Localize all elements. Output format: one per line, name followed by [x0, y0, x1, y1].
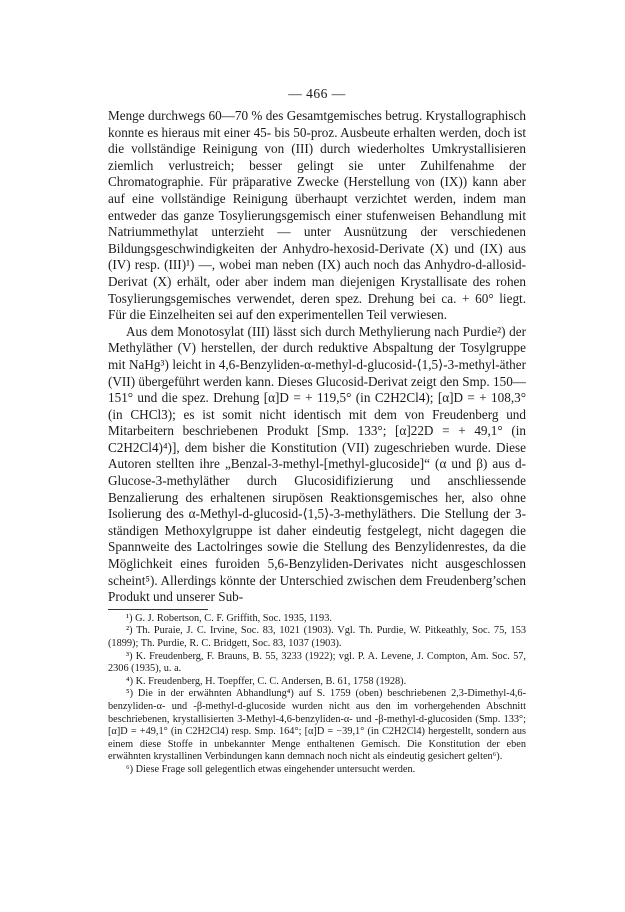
footnote-5: ⁵) Die in der erwähnten Abhandlung⁴) auf S. 1759 (oben) beschriebenen 2,3-Dimethyl-4,6-benzyliden-α- und -β-methyl-d-glucoside wurden nicht aus den im vorhergehenden Abschnitt beschriebenen, krystallisierten 3-Methyl-4,6-benzyliden-α- und -β-methyl-d-glucosiden (Smp. 133°; [α]D = +49,1° (in C2H2Cl4) resp. Smp. 164°; [α]D = −39,1° (in C2H2Cl4) hergestellt, sondern aus einem diese Stoffe in unbekannter Menge enthaltenen Gemisch. Die Konstitution der eben erwähnten krystallinen Verbindungen kann demnach noch nicht als eindeutig gesichert gelten⁶). [108, 688, 526, 763]
footnote-2: ²) Th. Puraie, J. C. Irvine, Soc. 83, 1021 (1903). Vgl. Th. Purdie, W. Pitkeathly, Soc. 75, 153 (1899); Th. Purdie, R. C. Bridgett, Soc. 83, 1037 (1903). [108, 625, 526, 649]
paragraph-1: Menge durchwegs 60—70 % des Gesamtgemisches betrug. Krystallographisch konnte es hieraus mit einer 45- bis 50-proz. Ausbeute erhalten werden, doch ist die vollständige Reinigung von (III) durch wiederholtes Umkrystallisieren ziemlich verlustreich; besser gelingt sie unter Zuhilfenahme der Chromatographie. Für präparative Zwecke (Herstellung von (IX)) kann aber auf eine vollständige Reinigung überhaupt verzichtet werden, indem man entweder das ganze Tosylierungsgemisch einer stufenweisen Behandlung mit Natriummethylat unterzieht — unter Ausnützung der verschiedenen Bildungsgeschwindigkeiten der Anhydro-hexosid-Derivate (X) und (IX) aus (IV) resp. (III)¹) —, wobei man neben (IX) auch noch das Anhydro-d-allosid-Derivat (X) erhält, oder aber indem man diejenigen Krystallisate des rohen Tosylierungsgemisches verwendet, deren spez. Drehung bei ca. + 60° liegt. Für die Einzelheiten sei auf den experimentellen Teil verwiesen. [108, 108, 526, 323]
body-text [108, 108, 526, 606]
footnote-6: ⁶) Diese Frage soll gelegentlich etwas eingehender untersucht werden. [126, 763, 416, 775]
page-number: — 466 — [288, 86, 346, 101]
paragraph-2: Aus dem Monotosylat (III) lässt sich durch Methylierung nach Purdie²) der Methyläther (V) herstellen, der durch reduktive Abspaltung der Tosylgruppe mit NaHg³) leicht in 4,6-Benzyliden-α-methyl-d-glucosid-⟨1,5⟩-3-methyl-äther (VII) übergeführt werden kann. Dieses Glucosid-Derivat zeigt den Smp. 150—151° und die spez. Drehung [α]D = + 119,5° (in C2H2Cl4); [α]D = + 108,3° (in CHCl3); es ist somit nicht identisch mit dem von Freudenberg und Mitarbeitern beschriebenen Produkt [Smp. 133°; [α]22D = + 49,1° (in C2H2Cl4)⁴)], dem bisher die Konstitution (VII) zugeschrieben wurde. Diese Autoren stellten ihre „Benzal-3-methyl-[methyl-glucoside]“ (α und β) aus d-Glucose-3-methyläther durch Glucosidifizierung und anschliessende Benzalierung des erhaltenen sirupösen Reaktionsgemisches her, also ohne Isolierung des α-Methyl-d-glucosid-⟨1,5⟩-3-methyläthers. Die Stellung der 3-ständigen Methoxylgruppe ist daher eindeutig festgelegt, nicht dagegen die Spannweite des Lactolringes sowie die Stellung des Benzylidenrestes, da die Möglichkeit eines furoiden 5,6-Benzyliden-Derivates nicht ausgeschlossen scheint⁵). Allerdings könnte der Unterschied zwischen dem Freudenberg’schen Produkt und unserer Sub- [108, 323, 526, 605]
footnote-rule [108, 609, 208, 610]
page [108, 86, 526, 777]
footnote-4: ⁴) K. Freudenberg, H. Toepffer, C. C. Andersen, B. 61, 1758 (1928). [126, 675, 407, 687]
footnote-1: ¹) G. J. Robertson, C. F. Griffith, Soc. 1935, 1193. [126, 612, 332, 624]
footnotes [108, 613, 526, 777]
footnote-3: ³) K. Freudenberg, F. Brauns, B. 55, 3233 (1922); vgl. P. A. Levene, J. Compton, Am. Soc. 57, 2306 (1935), u. a. [108, 650, 526, 675]
